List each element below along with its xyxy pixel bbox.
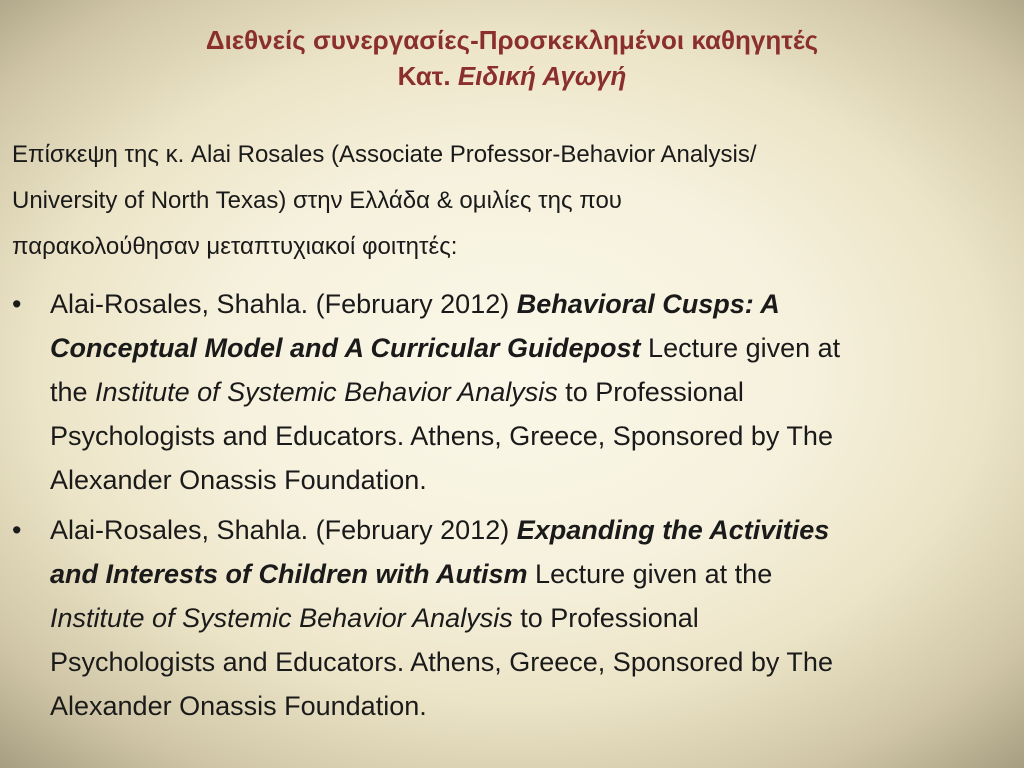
- title-line-1: Διεθνείς συνεργασίες-Προσκεκλημένοι καθηγητές: [205, 25, 819, 55]
- slide-title: [0, 22, 1024, 94]
- ref-line: [50, 282, 1016, 326]
- reference-list: [12, 282, 1016, 734]
- ref-line: Alexander Onassis Foundation.: [50, 691, 427, 721]
- ref-line: Psychologists and Educators. Athens, Greece, Sponsored by The: [50, 421, 833, 451]
- ref-line: [50, 596, 1016, 640]
- ref-line: [50, 552, 1016, 596]
- title-category-italic: Ειδική Αγωγή: [457, 61, 627, 91]
- ref-line: [50, 370, 1016, 414]
- ref-line: [50, 508, 1016, 552]
- ref-institute: Institute of Systemic Behavior Analysis: [95, 377, 558, 407]
- ref-title: Expanding the Activities: [516, 515, 830, 545]
- ref-line: [50, 326, 1016, 370]
- title-category-prefix: Κατ.: [397, 61, 458, 91]
- ref-title: and Interests of Children with Autism: [50, 559, 528, 589]
- intro-line-2: University of North Texas) στην Ελλάδα & ομιλίες της που: [12, 187, 622, 214]
- ref-text: Lecture given at the: [527, 559, 773, 589]
- ref-text: to Professional: [512, 603, 699, 633]
- bullet-marker: •: [12, 515, 22, 545]
- ref-title: Behavioral Cusps: A: [516, 289, 780, 319]
- list-item: [12, 282, 1016, 502]
- intro-line-3: παρακολούθησαν μεταπτυχιακοί φοιτητές:: [12, 233, 458, 260]
- ref-line: Psychologists and Educators. Athens, Greece, Sponsored by The: [50, 647, 833, 677]
- bullet-marker: •: [12, 289, 22, 319]
- intro-paragraph: [12, 132, 1012, 270]
- ref-line: Alexander Onassis Foundation.: [50, 465, 427, 495]
- ref-text: the: [50, 377, 96, 407]
- list-item: [12, 508, 1016, 728]
- ref-title: Conceptual Model and A Curricular Guidepost: [50, 333, 641, 363]
- ref-institute: Institute of Systemic Behavior Analysis: [50, 603, 513, 633]
- title-line-2: [0, 58, 1024, 94]
- ref-text: to Professional: [557, 377, 744, 407]
- ref-text: Lecture given at: [640, 333, 841, 363]
- ref-author: Alai-Rosales, Shahla. (February 2012): [50, 289, 517, 319]
- intro-line-1: Επίσκεψη της κ. Alai Rosales (Associate Professor-Behavior Analysis/: [12, 141, 757, 168]
- ref-author: Alai-Rosales, Shahla. (February 2012): [50, 515, 517, 545]
